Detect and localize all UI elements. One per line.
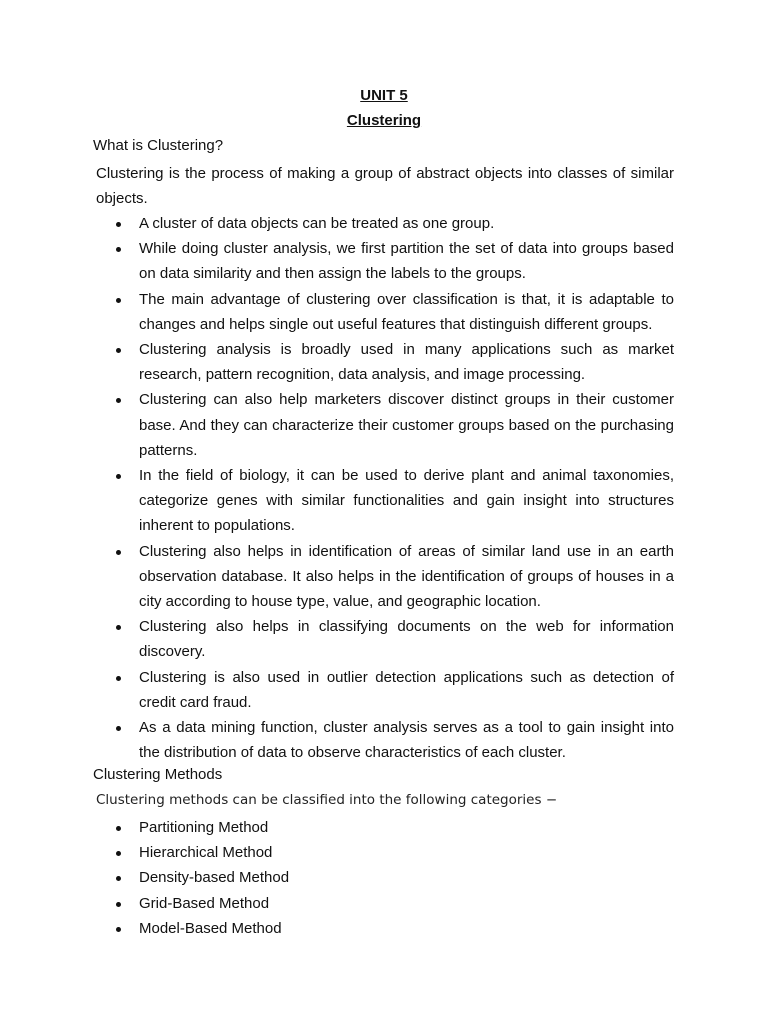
list-item <box>108 840 674 865</box>
list-item-text: Clustering is also used in outlier detection applications such as detection of credit card fraud. <box>139 668 674 711</box>
list-item-text: The main advantage of clustering over classification is that, it is adaptable to changes and helps single out useful features that distinguish different groups. <box>139 290 674 333</box>
bullet-icon <box>116 726 121 731</box>
bullet-icon <box>116 247 121 252</box>
list-item-text: Clustering also helps in identification of areas of similar land use in an earth observation database. It also helps in the identification of groups of houses in a city according to house type, value, and geographic location. <box>139 542 674 611</box>
bullet-icon <box>116 876 121 881</box>
list-item <box>108 815 674 840</box>
list-item-text: Clustering also helps in classifying documents on the web for information discovery. <box>139 618 674 661</box>
list-item-text: In the field of biology, it can be used to derive plant and animal taxonomies, categorize genes with similar functionalities and gain insight into structures inherent to populations. <box>139 467 674 535</box>
section-question: What is Clustering? <box>93 137 224 154</box>
bullet-icon <box>116 902 121 907</box>
bullet-icon <box>116 676 121 681</box>
bullet-icon <box>116 927 121 932</box>
bullet-icon <box>116 298 121 303</box>
list-item-text: While doing cluster analysis, we first partition the set of data into groups based on data similarity and then assign the labels to the groups. <box>139 240 674 283</box>
list-item-text: A cluster of data objects can be treated as one group. <box>139 215 495 232</box>
list-item-text: As a data mining function, cluster analysis serves as a tool to gain insight into the distribution of data to observe characteristics of each cluster. <box>139 719 674 762</box>
list-item <box>108 337 674 387</box>
list-item <box>108 614 674 664</box>
list-item <box>108 665 674 715</box>
list-item-text: Hierarchical Method <box>139 844 273 862</box>
list-item-text: Clustering analysis is broadly used in many applications such as market research, pattern recognition, data analysis, and image processing. <box>139 341 674 384</box>
bullet-icon <box>116 625 121 630</box>
list-item <box>108 387 674 463</box>
list-item <box>108 463 674 539</box>
list-item <box>108 211 674 236</box>
list-item <box>108 916 674 941</box>
page-title: Clustering <box>346 112 422 129</box>
unit-heading: UNIT 5 <box>360 87 408 104</box>
list-item-text: Model-Based Method <box>139 919 282 937</box>
bullet-icon <box>116 550 121 555</box>
list-item <box>108 891 674 916</box>
clustering-bullet-list <box>108 211 674 765</box>
list-item <box>108 236 674 286</box>
list-item <box>108 715 674 765</box>
bullet-icon <box>116 398 121 403</box>
bullet-icon <box>116 474 121 479</box>
bullet-icon <box>116 348 121 353</box>
methods-heading: Clustering Methods <box>93 766 223 783</box>
list-item <box>108 865 674 890</box>
bullet-icon <box>116 222 121 227</box>
list-item-text: Clustering can also help marketers discover distinct groups in their customer base. And they can characterize their customer groups based on the purchasing patterns. <box>139 391 674 459</box>
list-item-text: Partitioning Method <box>139 819 269 836</box>
intro-paragraph: Clustering is the process of making a group of abstract objects into classes of similar objects. <box>96 165 674 207</box>
methods-list <box>108 815 674 941</box>
list-item <box>108 287 674 337</box>
list-item-text: Density-based Method <box>139 869 290 887</box>
bullet-icon <box>116 826 121 831</box>
list-item <box>108 539 674 615</box>
bullet-icon <box>116 851 121 856</box>
methods-intro: Clustering methods can be classified into the following categories − <box>96 792 558 808</box>
list-item-text: Grid-Based Method <box>139 894 270 912</box>
